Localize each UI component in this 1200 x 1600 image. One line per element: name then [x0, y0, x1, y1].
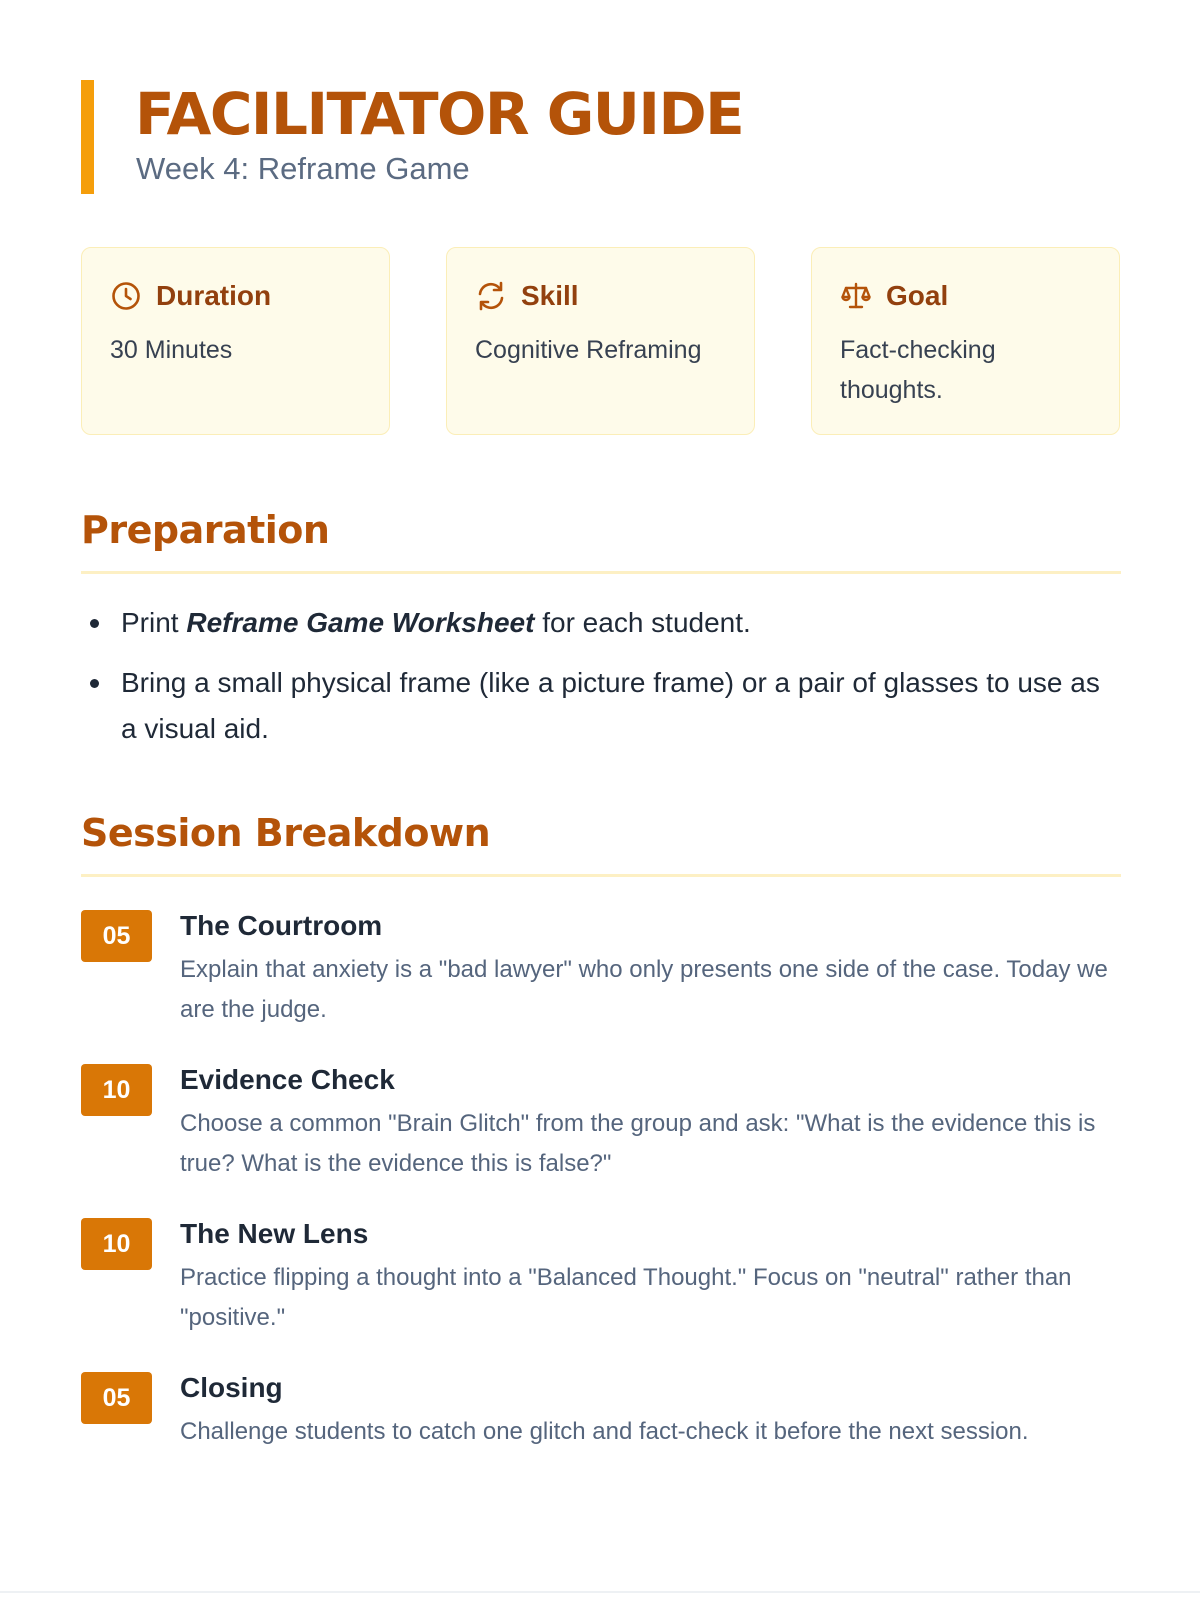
breakdown-divider — [81, 874, 1121, 877]
header-accent-bar — [81, 80, 94, 194]
skill-card — [446, 247, 755, 435]
duration-value: 30 Minutes — [110, 336, 233, 364]
preparation-divider — [81, 571, 1121, 574]
prep-item-text-end: for each student. — [534, 607, 751, 638]
skill-value: Cognitive Reframing — [475, 336, 702, 364]
page-bottom-divider — [0, 1591, 1200, 1593]
preparation-list — [81, 600, 1121, 766]
prep-item-text: Print — [121, 607, 187, 638]
step-description: Challenge students to catch one glitch and fact-check it before the next session. — [180, 1418, 1029, 1445]
skill-card-header — [475, 278, 579, 314]
step-description: Choose a common "Brain Glitch" from the group and ask: "What is the evidence this is true? What is the evidence this is false?" — [180, 1110, 1096, 1177]
worksheet-name: Reframe Game Worksheet — [186, 607, 535, 638]
duration-card-header — [110, 278, 271, 314]
guide-header — [81, 80, 1121, 194]
step-description: Explain that anxiety is a "bad lawyer" who only presents one side of the case. Today we are the judge. — [180, 956, 1108, 1023]
list-item — [81, 600, 1121, 646]
summary-cards — [81, 247, 1121, 437]
skill-label: Skill — [521, 280, 579, 311]
bullet-icon — [90, 619, 99, 628]
page-subtitle: Week 4: Reframe Game — [136, 151, 470, 186]
goal-value: Fact-checking thoughts. — [840, 336, 996, 404]
step-minutes-badge: 10 — [81, 1064, 152, 1116]
page-title: FACILITATOR GUIDE — [135, 80, 744, 148]
step-title: The New Lens — [180, 1218, 369, 1249]
list-item — [81, 660, 1121, 752]
goal-card — [811, 247, 1120, 435]
goal-card-header — [840, 278, 948, 314]
step-title: The Courtroom — [180, 910, 383, 941]
refresh-icon — [475, 280, 507, 312]
session-step — [81, 1218, 1121, 1358]
duration-label: Duration — [156, 280, 272, 311]
prep-item-text: Bring a small physical frame (like a picture frame) or a pair of glasses to use as a visual aid. — [121, 667, 1100, 744]
step-description: Practice flipping a thought into a "Balanced Thought." Focus on "neutral" rather than "positive." — [180, 1264, 1072, 1331]
scale-icon — [840, 280, 872, 312]
step-title: Evidence Check — [180, 1064, 395, 1095]
session-step — [81, 1372, 1121, 1512]
clock-icon — [110, 280, 142, 312]
step-title: Closing — [180, 1372, 283, 1403]
goal-label: Goal — [886, 280, 949, 311]
session-breakdown-heading: Session Breakdown — [81, 811, 491, 855]
session-step — [81, 1064, 1121, 1204]
step-minutes-badge: 05 — [81, 1372, 152, 1424]
step-minutes-badge: 10 — [81, 1218, 152, 1270]
duration-card — [81, 247, 390, 435]
bullet-icon — [90, 679, 99, 688]
step-minutes-badge: 05 — [81, 910, 152, 962]
preparation-heading: Preparation — [81, 508, 330, 552]
session-step — [81, 910, 1121, 1050]
